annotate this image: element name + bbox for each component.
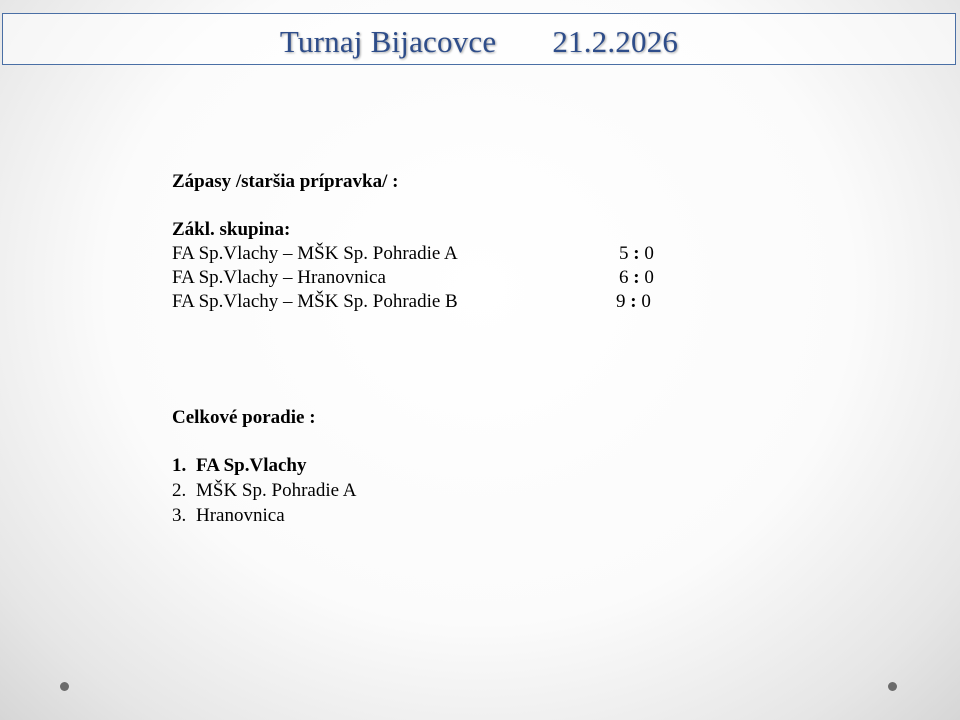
- slide-title: [280, 24, 678, 60]
- standing-number: 2.: [172, 480, 187, 501]
- standing-number: 1.: [172, 455, 187, 476]
- slide-content: [172, 170, 732, 529]
- matches-heading: Zápasy /staršia prípravka/ :: [172, 171, 399, 192]
- standing-number: 3.: [172, 505, 187, 526]
- match-row: [172, 290, 732, 314]
- title-box: [2, 13, 956, 65]
- standings-heading: Celkové poradie :: [172, 407, 316, 428]
- standing-team: FA Sp.Vlachy: [196, 455, 307, 476]
- match-pairing: FA Sp.Vlachy – MŠK Sp. Pohradie A: [172, 243, 458, 264]
- standing-row: [172, 479, 732, 504]
- tournament-date: 21.2.2026: [552, 24, 679, 59]
- decorative-dot-right: [888, 682, 897, 691]
- match-pairing: FA Sp.Vlachy – Hranovnica: [172, 267, 386, 288]
- standing-team: Hranovnica: [196, 505, 285, 526]
- decorative-dot-left: [60, 682, 69, 691]
- match-row: [172, 242, 732, 266]
- standing-team: MŠK Sp. Pohradie A: [196, 480, 357, 501]
- standing-row: [172, 504, 732, 529]
- group-heading: Zákl. skupina:: [172, 219, 291, 240]
- tournament-name: Turnaj Bijacovce: [279, 24, 497, 59]
- match-score: 6 : 0: [619, 267, 654, 288]
- match-score: 5 : 0: [619, 243, 654, 264]
- match-row: [172, 266, 732, 290]
- match-pairing: FA Sp.Vlachy – MŠK Sp. Pohradie B: [172, 291, 458, 312]
- match-score: 9 : 0: [616, 291, 651, 312]
- standing-row: [172, 454, 732, 479]
